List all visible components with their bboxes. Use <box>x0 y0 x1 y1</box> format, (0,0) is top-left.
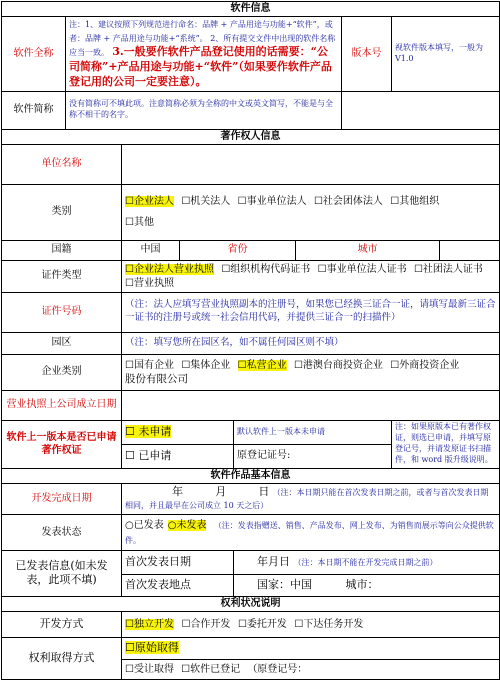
dev-mode-options <box>122 611 500 637</box>
prev-reg-no[interactable]: 原登记证号: <box>234 444 392 468</box>
established-input[interactable] <box>122 390 500 420</box>
registration-form <box>1 1 500 680</box>
category-option-social[interactable]: ☐社会团体法人 <box>313 196 383 208</box>
full-name-note: 注：1、建议按照下列规范进行命名：品牌 + 产品用途与功能+“软件”，或者：品牌 + 产品用途与功能+“系统”。 2、所有提交文件中出现的软件名称应当一致。 <box>69 20 336 57</box>
dev-date-field[interactable]: 年 月 日 （注：本日期只能在首次发表日期之前，或者与首次发表日期相同，并且最早在公司成立 10 天之后） <box>122 483 500 514</box>
category-options <box>122 184 500 240</box>
cert-option-institution[interactable]: ☐事业单位法人证书 <box>317 263 407 275</box>
park-label: 园区 <box>2 332 122 354</box>
publish-note: （注：发表指赠送、销售、产品发布、网上发布、为销售而展示等向公众提供软件。 <box>125 521 494 545</box>
version-note[interactable]: 视软件版本填写，一般为 V1.0 <box>392 17 500 92</box>
section-work-info: 软件作品基本信息 <box>2 468 500 483</box>
etype-option-collective[interactable]: ☐集体企业 <box>181 359 231 371</box>
first-date-field[interactable]: 年月日 （注：本日期不能在开发完成日期之前） <box>234 550 500 574</box>
prev-version-label: 软件上一版本是否已申请著作权证 <box>2 420 122 468</box>
section-software-info: 软件信息 <box>2 2 500 17</box>
cert-type-options <box>122 260 500 292</box>
cert-option-social[interactable]: ☐社团法人证书 <box>413 263 483 275</box>
nationality-province[interactable]: 省份 <box>180 240 296 260</box>
etype-option-joint-stock[interactable]: 股份有限公司 <box>125 373 188 386</box>
prev-default-note: 默认软件上一版本未申请 <box>234 420 392 444</box>
publish-label: 发表状态 <box>2 514 122 550</box>
section-owner-info: 著作权人信息 <box>2 129 500 144</box>
established-label: 营业执照上公司成立日期 <box>2 390 122 420</box>
dev-mode-assigned[interactable]: ☐下达任务开发 <box>294 618 364 630</box>
category-option-agency[interactable]: ☐机关法人 <box>181 196 231 208</box>
cert-option-org-code[interactable]: ☐组织机构代码证书 <box>221 263 311 275</box>
rights-label: 权利取得方式 <box>2 637 122 679</box>
cert-option-business-license[interactable]: ☐营业执照 <box>125 278 174 290</box>
dev-date-label: 开发完成日期 <box>2 483 122 514</box>
rights-registered[interactable]: ☐软件已登记 <box>181 663 241 675</box>
nationality-label: 国籍 <box>2 240 122 260</box>
version-label: 版本号 <box>342 17 392 92</box>
org-name-label: 单位名称 <box>2 144 122 184</box>
category-option-institution[interactable]: ☐事业单位法人 <box>237 196 307 208</box>
full-name-field[interactable] <box>66 17 342 92</box>
first-place-field[interactable]: 国家：中国 城市： <box>234 574 500 596</box>
org-name-input[interactable] <box>122 144 500 184</box>
short-name-blank <box>342 91 500 129</box>
rights-transferred[interactable]: ☐受让取得 <box>125 663 174 675</box>
short-name-label: 软件简称 <box>2 91 66 129</box>
cert-no-label: 证件号码 <box>2 292 122 332</box>
dev-mode-label: 开发方式 <box>2 611 122 637</box>
prev-applied[interactable]: ☐ 已申请 <box>122 444 234 468</box>
dev-mode-independent[interactable]: ☐独立开发 <box>125 618 174 630</box>
nationality-blank <box>440 240 500 260</box>
publish-options <box>122 514 500 550</box>
rights-original[interactable]: ☐原始取得 <box>122 637 500 659</box>
section-rights: 权利状况说明 <box>2 596 500 611</box>
cert-type-label: 证件类型 <box>2 260 122 292</box>
first-place-label: 首次发表地点 <box>122 574 234 596</box>
short-name-field[interactable]: 没有简称可不填此项。注意简称必须为全称的中文或英文简写，不能是与全称不相干的名字。 <box>66 91 342 129</box>
category-label: 类别 <box>2 184 122 240</box>
prev-version-note: 注：如果原版本已有著作权证，则选已申请，并填写原登记号，并请发原证书扫描件，和 word 版升级说明。 <box>392 420 500 468</box>
category-option-enterprise[interactable]: ☐企业法人 <box>125 196 174 208</box>
rights-transfer-row <box>122 659 500 679</box>
etype-option-private[interactable]: ☐私营企业 <box>237 359 287 371</box>
full-name-important-note: 3.一般要作软件产品登记使用的话需要：“公司简称”+产品用途与功能+“软件”（如果要作软件产品登记用的公司一定要注意）。 <box>69 45 332 88</box>
dev-mode-commissioned[interactable]: ☐委托开发 <box>237 618 287 630</box>
cert-option-business-license-legal[interactable]: ☐企业法人营业执照 <box>125 263 214 275</box>
prev-not-applied[interactable]: ☐ 未申请 <box>122 420 234 444</box>
etype-option-hmt[interactable]: ☐港澳台商投资企业 <box>293 359 383 371</box>
category-option-other-org[interactable]: ☐其他组织 <box>390 196 440 208</box>
etype-option-state[interactable]: ☐国有企业 <box>125 359 174 371</box>
enterprise-type-label: 企业类别 <box>2 354 122 390</box>
published-info-label: 已发表信息(如未发表，此项不填) <box>2 550 122 596</box>
publish-option-published[interactable]: ○已发表 <box>125 520 164 532</box>
etype-option-foreign[interactable]: ☐外商投资企业 <box>390 359 460 371</box>
category-option-other[interactable]: ☐其他 <box>125 217 154 229</box>
enterprise-type-options <box>122 354 500 390</box>
rights-reg-no[interactable]: （原登记号： <box>247 663 308 675</box>
park-field[interactable]: （注：填写您所在园区名，如不属任何园区则不填） <box>122 332 500 354</box>
publish-option-unpublished[interactable]: ○未发表 <box>167 520 207 532</box>
nationality-country[interactable]: 中国 <box>122 240 180 260</box>
cert-no-field[interactable]: （注：法人应填写营业执照副本的注册号，如果您已经换三证合一证，请填写最新三证合一证书的注册号或统一社会信用代码，并提供三证合一的扫描件） <box>122 292 500 332</box>
nationality-city[interactable]: 城市 <box>296 240 440 260</box>
dev-mode-cooperative[interactable]: ☐合作开发 <box>181 618 231 630</box>
full-name-label: 软件全称 <box>2 17 66 92</box>
first-date-label: 首次发表日期 <box>122 550 234 574</box>
